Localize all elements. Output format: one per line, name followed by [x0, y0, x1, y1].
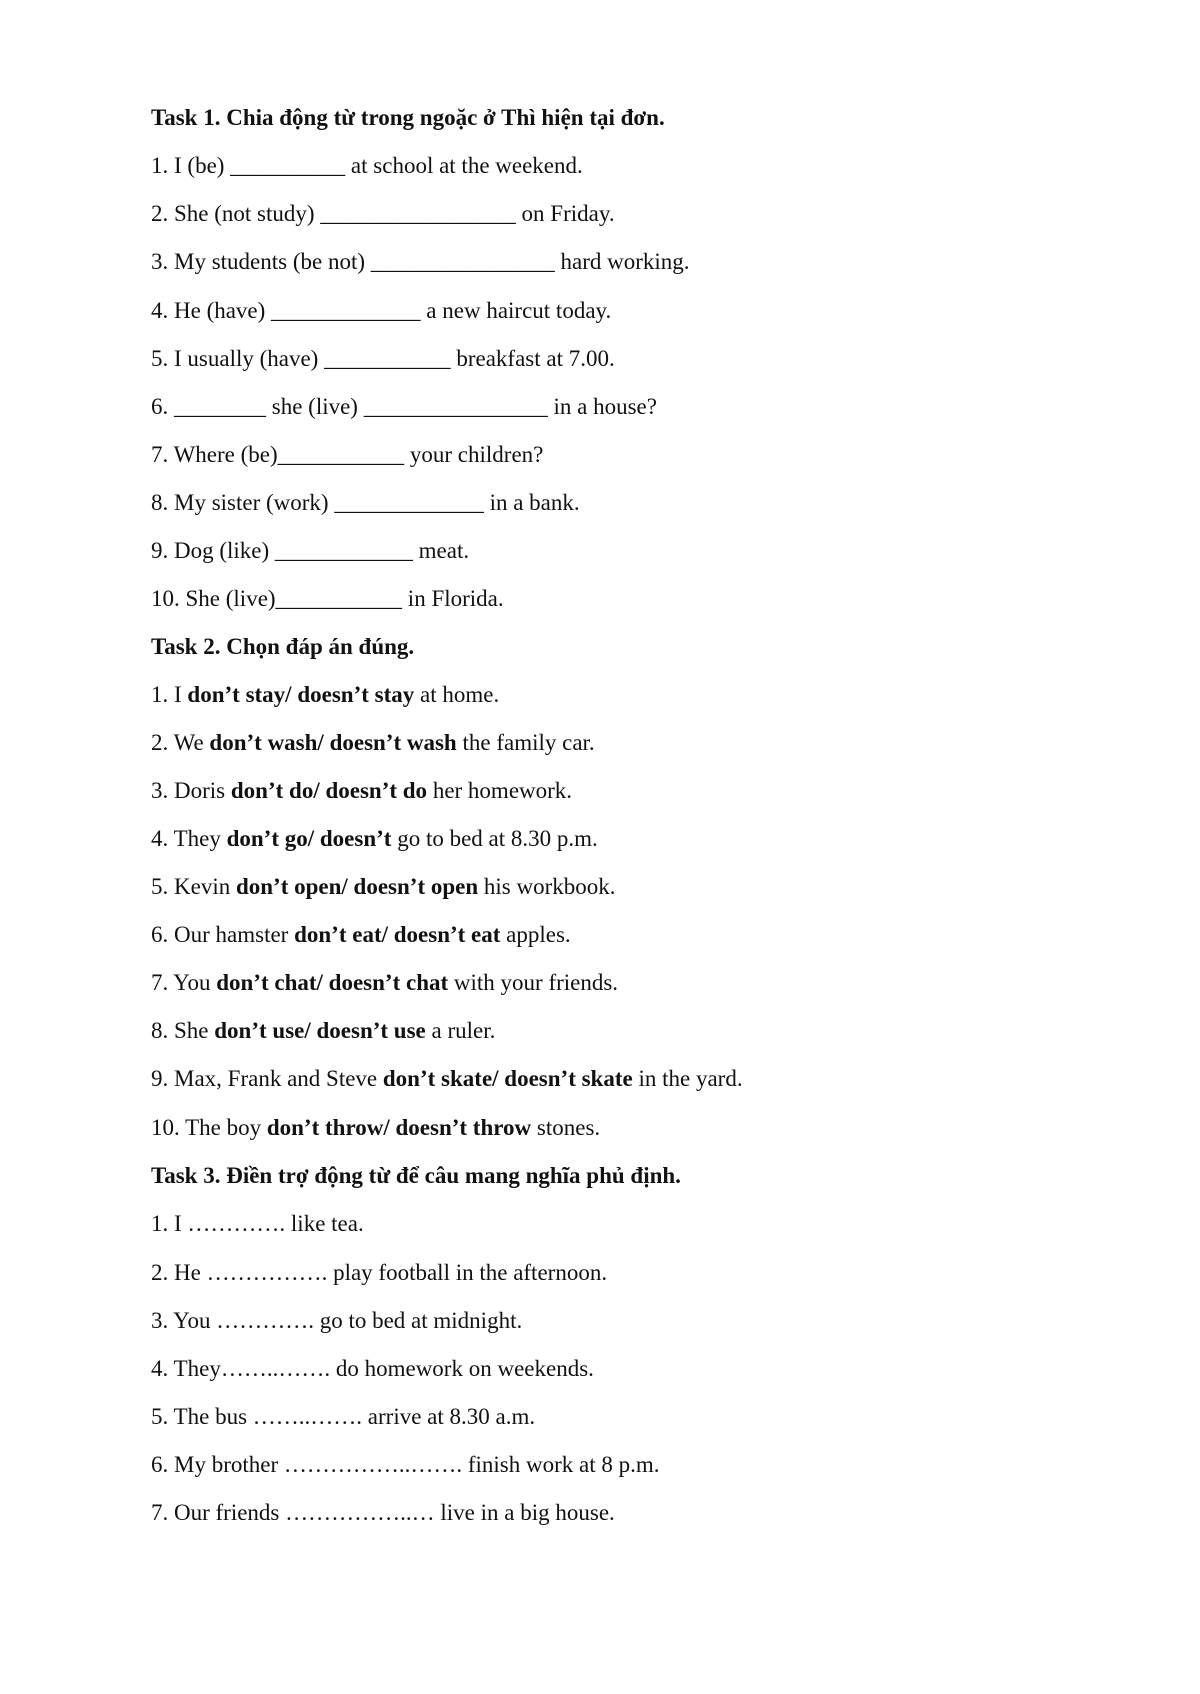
task2-item	[151, 872, 616, 902]
task1-item: 5. I usually (have) ___________ breakfast at 7.00.	[151, 346, 615, 371]
task2-item	[151, 680, 499, 710]
task2-item	[151, 1113, 600, 1143]
task1-item: 1. I (be) __________ at school at the weekend.	[151, 153, 583, 178]
item-text: 2. We	[151, 730, 210, 755]
item-text: in the yard.	[632, 1066, 743, 1091]
item-text: 7. You	[151, 970, 217, 995]
item-text: 6. Our hamster	[151, 922, 295, 947]
task1-item: 6. ________ she (live) ________________ in a house?	[151, 394, 657, 419]
answer-choice: don’t go/ doesn’t	[226, 826, 392, 851]
task2-heading: Task 2. Chọn đáp án đúng.	[151, 634, 415, 659]
item-text: 5. Kevin	[151, 874, 236, 899]
task1-item: 8. My sister (work) _____________ in a bank.	[151, 490, 580, 515]
task2-item	[151, 776, 572, 806]
item-text: 9. Max, Frank and Steve	[151, 1066, 383, 1091]
task2-item	[151, 1064, 743, 1094]
task1-heading: Task 1. Chia động từ trong ngoặc ở Thì hiện tại đơn.	[151, 105, 665, 130]
task3-item: 4. They……..……. do homework on weekends.	[151, 1356, 594, 1381]
task1-item: 4. He (have) _____________ a new haircut today.	[151, 298, 612, 323]
answer-choice: don’t chat/ doesn’t chat	[216, 970, 449, 995]
task1-item: 7. Where (be)___________ your children?	[151, 442, 544, 467]
item-text: 8. She	[151, 1018, 215, 1043]
task1-item: 10. She (live)___________ in Florida.	[151, 586, 504, 611]
task2-item	[151, 968, 618, 998]
answer-choice: don’t do/ doesn’t do	[230, 778, 428, 803]
answer-choice: don’t throw/ doesn’t throw	[266, 1115, 532, 1140]
answer-choice: don’t open/ doesn’t open	[235, 874, 479, 899]
item-text: 3. Doris	[151, 778, 231, 803]
item-text: his workbook.	[478, 874, 616, 899]
item-text: at home.	[414, 682, 500, 707]
item-text: apples.	[500, 922, 571, 947]
item-text: the family car.	[456, 730, 595, 755]
task1-item: 2. She (not study) _________________ on Friday.	[151, 201, 615, 226]
answer-choice: don’t wash/ doesn’t wash	[209, 730, 457, 755]
answer-choice: don’t skate/ doesn’t skate	[382, 1066, 633, 1091]
task3-item: 5. The bus ……..……. arrive at 8.30 a.m.	[151, 1404, 536, 1429]
item-text: 4. They	[151, 826, 227, 851]
item-text: 10. The boy	[151, 1115, 267, 1140]
answer-choice: don’t eat/ doesn’t eat	[294, 922, 501, 947]
item-text: with your friends.	[448, 970, 619, 995]
item-text: her homework.	[427, 778, 573, 803]
task2-item	[151, 920, 571, 950]
answer-choice: don’t stay/ doesn’t stay	[187, 682, 415, 707]
task3-item: 2. He ……………. play football in the afternoon.	[151, 1260, 608, 1285]
task2-item	[151, 824, 598, 854]
task3-item: 7. Our friends ……………..… live in a big house.	[151, 1500, 615, 1525]
task3-item: 6. My brother ……………..……. finish work at 8 p.m.	[151, 1452, 660, 1477]
task3-item: 3. You …………. go to bed at midnight.	[151, 1308, 523, 1333]
item-text: stones.	[531, 1115, 601, 1140]
task2-item	[151, 728, 595, 758]
item-text: go to bed at 8.30 p.m.	[391, 826, 598, 851]
item-text: 1. I	[151, 682, 188, 707]
task3-heading: Task 3. Điền trợ động từ để câu mang nghĩa phủ định.	[151, 1163, 681, 1188]
answer-choice: don’t use/ doesn’t use	[214, 1018, 426, 1043]
task2-item	[151, 1016, 495, 1046]
task1-item: 3. My students (be not) ________________ hard working.	[151, 249, 690, 274]
task1-item: 9. Dog (like) ____________ meat.	[151, 538, 470, 563]
task3-item: 1. I …………. like tea.	[151, 1211, 364, 1236]
item-text: a ruler.	[425, 1018, 496, 1043]
